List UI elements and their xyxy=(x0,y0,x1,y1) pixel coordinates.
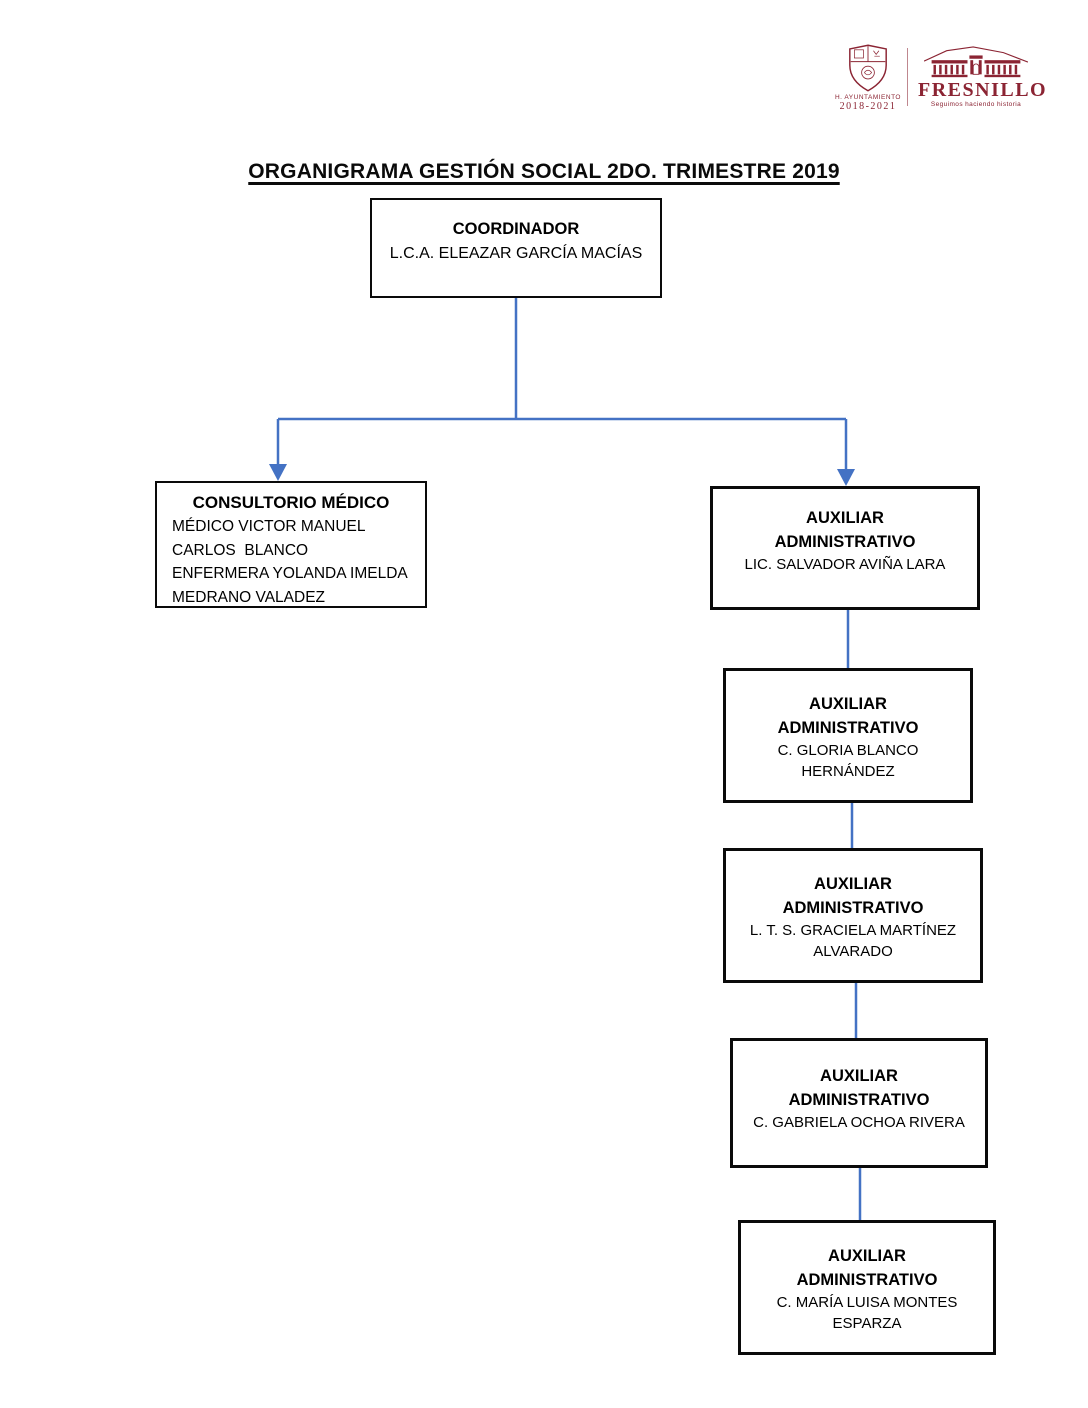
page-title: ORGANIGRAMA GESTIÓN SOCIAL 2DO. TRIMESTRE 2019 xyxy=(248,160,840,183)
node-role: COORDINADOR xyxy=(452,220,580,238)
node-person: C. GABRIELA OCHOA RIVERA xyxy=(753,1114,965,1131)
node-person: MÉDICO VICTOR MANUEL xyxy=(172,518,366,535)
node-role: AUXILIAR xyxy=(806,509,884,527)
node-person: ESPARZA xyxy=(832,1315,902,1332)
node-role: AUXILIAR xyxy=(828,1247,906,1265)
node-coordinador xyxy=(370,198,662,298)
node-auxiliar-administrativo-2 xyxy=(723,668,973,803)
aqueduct-icon xyxy=(924,46,1028,80)
node-role: CONSULTORIO MÉDICO xyxy=(192,493,390,512)
logo-divider xyxy=(907,48,908,106)
brand-tagline: Seguimos haciendo historia xyxy=(930,101,1022,108)
node-role: ADMINISTRATIVO xyxy=(782,899,924,917)
node-role: ADMINISTRATIVO xyxy=(777,719,919,737)
node-person: ALVARADO xyxy=(813,943,893,960)
ayuntamiento-crest-logo xyxy=(834,44,902,112)
arrow-down-icon xyxy=(269,464,287,481)
node-person: C. MARÍA LUISA MONTES xyxy=(776,1294,958,1311)
node-auxiliar-administrativo-4 xyxy=(730,1038,988,1168)
crest-institution-label: H. AYUNTAMIENTO xyxy=(834,94,901,101)
node-person: CARLOS BLANCO xyxy=(172,541,309,559)
crest-period-label: 2018-2021 xyxy=(839,101,897,112)
node-role: ADMINISTRATIVO xyxy=(774,533,916,551)
fresnillo-logo xyxy=(918,46,1048,108)
shield-icon xyxy=(848,44,888,92)
node-role: ADMINISTRATIVO xyxy=(796,1271,938,1289)
node-auxiliar-administrativo-5 xyxy=(738,1220,996,1355)
node-person: L.C.A. ELEAZAR GARCÍA MACÍAS xyxy=(389,245,643,262)
node-person: LIC. SALVADOR AVIÑA LARA xyxy=(744,556,946,573)
node-auxiliar-administrativo-1 xyxy=(710,486,980,610)
node-person: C. GLORIA BLANCO xyxy=(777,742,919,759)
node-role: AUXILIAR xyxy=(820,1067,898,1085)
node-role: AUXILIAR xyxy=(814,875,892,893)
node-consultorio-medico xyxy=(155,481,427,608)
node-auxiliar-administrativo-3 xyxy=(723,848,983,983)
brand-wordmark: FRESNILLO xyxy=(918,79,1048,101)
node-person: L. T. S. GRACIELA MARTÍNEZ xyxy=(749,922,957,939)
node-person: ENFERMERA YOLANDA IMELDA xyxy=(172,565,408,582)
node-person: MEDRANO VALADEZ xyxy=(172,588,326,606)
node-person: HERNÁNDEZ xyxy=(801,763,895,780)
node-role: AUXILIAR xyxy=(809,695,887,713)
node-role: ADMINISTRATIVO xyxy=(788,1091,930,1109)
arrow-down-icon xyxy=(837,469,855,486)
